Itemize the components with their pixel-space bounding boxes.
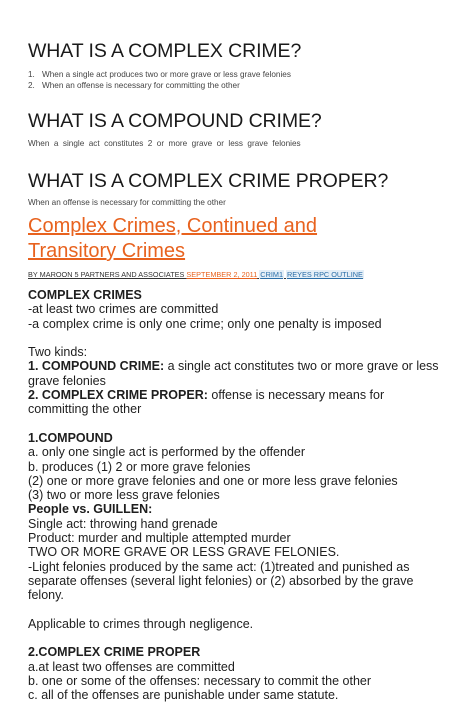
body-line: -at least two crimes are committed <box>28 302 219 317</box>
body-line: Single act: throwing hand grenade <box>28 516 218 531</box>
spacer <box>28 331 448 345</box>
list-number: 1. <box>28 70 35 79</box>
heading-compound-crime: WHAT IS A COMPOUND CRIME? <box>28 110 322 132</box>
section-heading: 2.COMPLEX CRIME PROPER <box>28 645 201 660</box>
body-line: committing the other <box>28 402 142 417</box>
article-title[interactable] <box>28 214 317 264</box>
case-heading: People vs. GUILLEN: <box>28 502 153 517</box>
section-heading: 1.COMPOUND <box>28 430 113 445</box>
body-line: grave felonies <box>28 373 106 388</box>
body-line: (2) one or more grave felonies and one or more less grave felonies <box>28 473 398 488</box>
list-text: When an offense is necessary for committing the other <box>42 80 240 90</box>
body-line: -Light felonies produced by the same act: (1)treated and punished as <box>28 559 410 574</box>
compound-crime-definition: When a single act constitutes 2 or more grave or less grave felonies <box>28 139 301 148</box>
list-text: When a single act produces two or more grave or less grave felonies <box>42 70 291 79</box>
body-line <box>28 388 448 402</box>
tag-reyes-rpc-outline[interactable]: REYES RPC OUTLINE <box>287 270 363 279</box>
complex-crime-list <box>28 70 291 91</box>
kind-text: offense is necessary means for <box>207 388 385 403</box>
article-meta <box>28 270 364 279</box>
list-item <box>28 70 291 81</box>
body-line: -a complex crime is only one crime; only one penalty is imposed <box>28 316 382 331</box>
body-line: felony. <box>28 588 64 603</box>
body-line: Two kinds: <box>28 345 88 360</box>
heading-complex-crime: WHAT IS A COMPLEX CRIME? <box>28 40 302 62</box>
kind-label: 1. COMPOUND CRIME: <box>28 359 165 374</box>
list-number: 2. <box>28 80 35 90</box>
article-title-line-2[interactable]: Transitory Crimes <box>28 240 186 262</box>
body-line: separate offenses (several light felonies) or (2) absorbed by the grave <box>28 573 414 588</box>
article-title-line-1[interactable]: Complex Crimes, Continued and <box>28 215 318 237</box>
body-line: a. only one single act is performed by the offender <box>28 445 306 460</box>
body-line: c. all of the offenses are punishable under same statute. <box>28 688 339 703</box>
body-line: Product: murder and multiple attempted murder <box>28 531 291 546</box>
author-link[interactable]: BY MAROON 5 PARTNERS AND ASSOCIATES <box>28 270 185 279</box>
body-line: b. one or some of the offenses: necessary to commit the other <box>28 674 372 689</box>
kind-label: 2. COMPLEX CRIME PROPER: <box>28 388 208 403</box>
section-heading: COMPLEX CRIMES <box>28 288 142 302</box>
body-line: (3) two or more less grave felonies <box>28 488 220 503</box>
body-line: a.at least two offenses are committed <box>28 659 235 674</box>
spacer <box>28 603 448 617</box>
body-line: TWO OR MORE GRAVE OR LESS GRAVE FELONIES. <box>28 545 340 560</box>
complex-crime-proper-definition: When an offense is necessary for committing the other <box>28 198 226 207</box>
article-body <box>28 288 448 703</box>
body-line: b. produces (1) 2 or more grave felonies <box>28 459 251 474</box>
list-item <box>28 81 291 92</box>
spacer <box>28 417 448 431</box>
body-line: Applicable to crimes through negligence. <box>28 616 254 631</box>
tag-crim1[interactable]: CRIM1 <box>260 270 283 279</box>
heading-complex-crime-proper: WHAT IS A COMPLEX CRIME PROPER? <box>28 170 389 192</box>
kind-text: a single act constitutes two or more grave or less <box>164 359 439 374</box>
spacer <box>28 631 448 645</box>
date-link[interactable]: SEPTEMBER 2, 2011 <box>186 270 258 279</box>
body-line <box>28 359 448 373</box>
